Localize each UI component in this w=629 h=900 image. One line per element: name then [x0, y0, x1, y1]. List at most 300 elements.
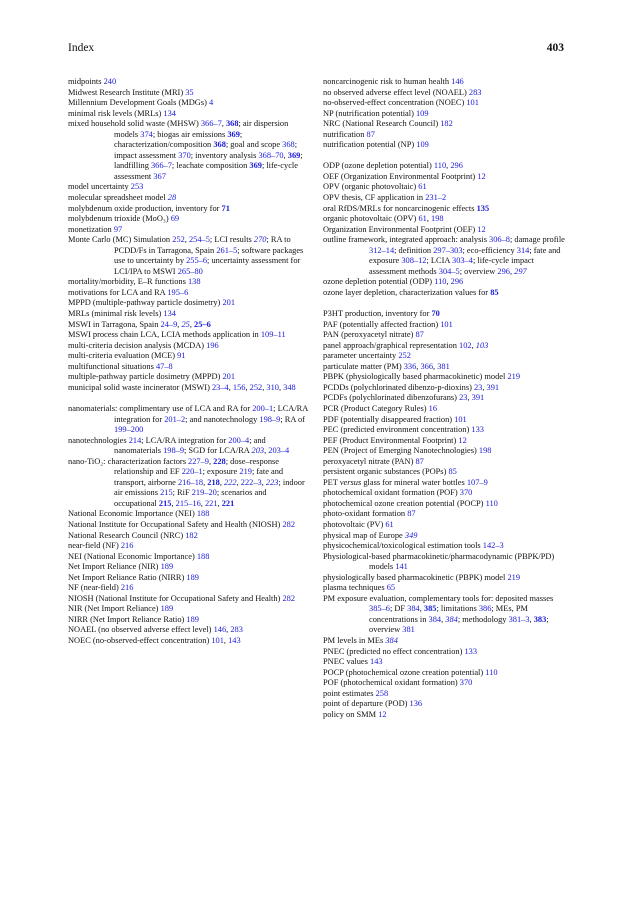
entry-text: motivations for LCA and RA — [68, 287, 168, 297]
page-reference-link[interactable]: 189 — [160, 562, 174, 572]
page-reference-link[interactable]: 265–80 — [177, 266, 203, 276]
entry-text: , — [482, 382, 487, 392]
entry-text: point of departure (POD) — [323, 699, 410, 709]
entry-text: PM exposure evaluation, complementary tools for: deposited masses — [323, 593, 554, 603]
page-reference-link[interactable]: 61 — [385, 519, 394, 529]
index-entry — [68, 193, 308, 204]
entry-text: , — [419, 604, 424, 614]
page-reference-link[interactable]: 385–6 — [369, 604, 390, 614]
page-reference-link[interactable]: 240 — [103, 77, 117, 86]
page-reference-link[interactable]: 198–9 — [259, 414, 281, 424]
entry-text: ; overview — [369, 614, 549, 635]
index-entry — [323, 436, 565, 447]
index-entry — [323, 193, 565, 204]
page-reference-link[interactable]: 201 — [222, 298, 236, 308]
page-reference-link[interactable]: 136 — [409, 699, 423, 709]
page-reference-link[interactable]: 255–6 — [186, 256, 208, 266]
page-reference-link[interactable]: 252 — [398, 351, 411, 361]
index-entry — [68, 88, 308, 99]
entry-text: ; overview — [459, 266, 498, 276]
page-reference-link[interactable]: 195–6 — [167, 287, 189, 297]
entry-text: MPPD (multiple-pathway particle dosimetry) — [68, 298, 223, 308]
index-entry — [323, 457, 565, 468]
page-reference-link[interactable]: 367 — [153, 171, 166, 181]
page-reference-link[interactable]: 12 — [378, 709, 387, 719]
index-entry — [323, 509, 565, 520]
page-reference-link[interactable]: 219 — [507, 372, 521, 382]
page-reference-link[interactable]: 134 — [163, 108, 176, 118]
entry-text: model uncertainty — [68, 182, 131, 192]
page-reference-link[interactable]: 101 — [440, 319, 453, 329]
index-entry — [323, 552, 565, 573]
page-reference-link[interactable]: 134 — [163, 309, 176, 319]
index-entry — [323, 636, 565, 647]
entry-text: , — [200, 498, 205, 508]
entry-text: persistent organic substances (POPs) — [323, 467, 449, 477]
page-reference-link[interactable]: 348 — [283, 382, 296, 392]
entry-text: no-observed-effect concentration (NOEC) — [323, 98, 467, 108]
page-reference-link[interactable]: 101 — [466, 98, 479, 108]
page-reference-link[interactable]: 368–70 — [258, 150, 284, 160]
page-reference-link[interactable]: 297–303 — [433, 245, 463, 255]
page-reference-link[interactable]: 304–5 — [438, 266, 460, 276]
entry-text: ; LCA/RA integration for — [114, 403, 308, 424]
index-entry — [68, 235, 308, 277]
page-reference-link[interactable]: 214 — [128, 435, 142, 445]
entry-text: , — [509, 266, 515, 276]
page-reference-link[interactable]: 203 — [251, 446, 265, 456]
entry-text: MSWI in Tarragona, Spain — [68, 319, 161, 329]
entry-text: , — [226, 625, 231, 635]
page-reference-link[interactable]: 370 — [178, 150, 191, 160]
page-reference-link[interactable]: 61 — [418, 182, 427, 192]
entry-text: , — [467, 393, 472, 403]
page-reference-link[interactable]: 366 — [420, 361, 434, 371]
page-reference-link[interactable]: 303–4 — [452, 256, 473, 266]
letter-group-gap — [323, 298, 565, 309]
index-entry — [68, 277, 308, 288]
entry-text: ; LCA/RA integration for — [141, 435, 229, 445]
entry-text: , — [184, 235, 189, 245]
page-reference-link[interactable]: 369 — [287, 150, 301, 160]
page-reference-link[interactable]: 182 — [440, 119, 453, 129]
entry-text: nutrification potential (NP) — [323, 140, 417, 150]
entry-text: PCDDs (polychlorinated dibenzo-p-dioxins) — [323, 382, 474, 392]
page-reference-link[interactable]: 227–9 — [188, 456, 209, 466]
page-reference-link[interactable]: 146 — [451, 77, 464, 86]
entry-text: , — [208, 456, 214, 466]
entry-text: , — [446, 277, 451, 287]
page-reference-link[interactable]: 107–9 — [466, 477, 488, 487]
page-reference-link[interactable]: 25 — [181, 319, 190, 329]
page-reference-link[interactable]: 254–5 — [188, 235, 210, 245]
entry-text: P3HT production, inventory for — [323, 309, 432, 319]
page-reference-link[interactable]: 110 — [485, 498, 498, 508]
entry-text: ODP (ozone depletion potential) — [323, 161, 434, 171]
entry-text: PNEC (predicted no effect concentration) — [323, 646, 465, 656]
page-reference-link[interactable]: 189 — [186, 614, 199, 624]
page-reference-link[interactable]: 203–4 — [268, 446, 290, 456]
entry-text: ; definition — [394, 245, 434, 255]
entry-text: ; and nanomaterials — [114, 435, 266, 456]
entry-text: MSWI process chain LCA, LCIA methods application in — [68, 330, 261, 340]
index-entry — [323, 520, 565, 531]
entry-text: , — [221, 119, 226, 129]
entry-text: NF (near-field) — [68, 583, 121, 593]
page-reference-link[interactable]: 310 — [266, 382, 279, 392]
page-reference-link[interactable]: 70 — [431, 309, 440, 319]
page-reference-link[interactable]: 188 — [196, 509, 210, 519]
page-reference-link[interactable]: 196 — [206, 340, 219, 350]
entry-text: ; eco-efficiency — [462, 245, 517, 255]
index-entry — [323, 140, 565, 151]
page-reference-link[interactable]: 133 — [464, 646, 478, 656]
page-reference-link[interactable]: 188 — [196, 551, 210, 561]
page-reference-link[interactable]: 12 — [477, 224, 486, 234]
page-reference-link[interactable]: 141 — [395, 562, 408, 572]
page-reference-link[interactable]: 384 — [407, 604, 420, 614]
entry-text: panel approach/graphical representation — [323, 340, 460, 350]
index-entry — [323, 204, 565, 215]
entry-text: photochemical oxidant formation (POF) — [323, 488, 460, 498]
entry-text: NEI (National Economic Importance) — [68, 551, 197, 561]
entry-text: PDF (potentially disappeared fraction) — [323, 414, 455, 424]
entry-text: physiologically based pharmacokinetic (PBPK) model — [323, 572, 508, 582]
page-reference-link[interactable]: 222–3 — [240, 477, 262, 487]
page-reference-link[interactable]: 221 — [204, 498, 218, 508]
page-reference-link[interactable]: 306–8 — [489, 235, 510, 245]
page-reference-link[interactable]: 296 — [450, 277, 464, 287]
index-entry — [323, 467, 565, 478]
page-reference-link[interactable]: 296 — [497, 266, 510, 276]
page-reference-link[interactable]: 24–9 — [160, 319, 178, 329]
page-reference-link[interactable]: 65 — [386, 583, 396, 593]
entry-text: mortality/morbidity, E–R functions — [68, 277, 188, 287]
page-reference-link[interactable]: 109 — [415, 108, 429, 118]
page-reference-link[interactable]: 349 — [404, 530, 418, 540]
page-reference-link[interactable]: 199–200 — [114, 425, 144, 435]
page-reference-link[interactable]: 391 — [471, 393, 485, 403]
entry-text: ; DF — [389, 604, 408, 614]
entry-text: ; indoor air emissions — [114, 477, 305, 498]
index-entry — [323, 172, 565, 183]
index-entry — [323, 594, 565, 636]
index-entry — [323, 130, 565, 141]
page-reference-link[interactable]: 97 — [113, 224, 123, 234]
page-reference-link[interactable]: 384 — [385, 635, 398, 645]
page-reference-link[interactable]: 252 — [249, 382, 263, 392]
page-reference-link[interactable]: 201 — [222, 372, 236, 382]
page-reference-link[interactable]: 23 — [473, 382, 483, 392]
page-reference-link[interactable]: 368 — [213, 140, 226, 150]
index-entry — [323, 689, 565, 700]
page-reference-link[interactable]: 258 — [375, 688, 389, 698]
page-reference-link[interactable]: 189 — [160, 604, 174, 614]
index-entry — [323, 668, 565, 679]
entry-text: PET — [323, 477, 340, 487]
page-reference-link[interactable]: 219 — [507, 572, 521, 582]
page-reference-link[interactable]: 103 — [475, 340, 489, 350]
page-reference-link[interactable]: 368 — [225, 119, 239, 129]
entry-text: ; life-cycle assessment — [114, 161, 298, 181]
page-reference-link[interactable]: 385 — [423, 604, 437, 614]
page-reference-link[interactable]: 198 — [431, 214, 444, 224]
entry-text: photovoltaic (PV) — [323, 519, 386, 529]
page-reference-link[interactable]: 110 — [433, 161, 447, 171]
index-entry — [323, 488, 565, 499]
page-reference-link[interactable]: 223 — [265, 477, 279, 487]
entry-text: midpoints — [68, 77, 104, 86]
index-entry — [323, 362, 565, 373]
page-reference-link[interactable]: 369 — [249, 161, 262, 171]
entry-text: ; limitations — [436, 604, 479, 614]
page-reference-link[interactable]: 102 — [459, 340, 472, 350]
entry-text: POCP (photochemical ozone creation potential) — [323, 667, 486, 677]
index-entry — [68, 615, 308, 626]
page-reference-link[interactable]: 12 — [458, 435, 467, 445]
page-reference-link[interactable]: 283 — [230, 625, 243, 635]
page-reference-link[interactable]: 189 — [186, 572, 199, 582]
page-reference-link[interactable]: 386 — [478, 604, 492, 614]
entry-text: , — [223, 635, 229, 645]
index-entry — [68, 309, 308, 320]
page-reference-link[interactable]: 16 — [428, 403, 437, 413]
entry-text: PAN (peroxyacetyl nitrate) — [323, 330, 416, 340]
page-reference-link[interactable]: 231–2 — [425, 193, 447, 203]
entry-text: Midwest Research Institute (MRI) — [68, 87, 186, 97]
page-reference-link[interactable]: 308–12 — [401, 256, 427, 266]
page-reference-link[interactable]: 35 — [185, 87, 194, 97]
page-reference-link[interactable]: 110 — [485, 667, 498, 677]
page-reference-link[interactable]: 218 — [207, 477, 220, 487]
page-reference-link[interactable]: 219–20 — [191, 488, 217, 498]
index-entry — [68, 77, 308, 88]
page-reference-link[interactable]: 87 — [366, 129, 375, 139]
page-reference-link[interactable]: 297 — [514, 266, 527, 276]
entry-text: , — [433, 361, 438, 371]
page-reference-link[interactable]: 87 — [407, 509, 416, 519]
entry-text: NOEC (no-observed-effect concentration) — [68, 635, 212, 645]
entry-text: glass for mineral water bottles — [361, 477, 467, 487]
index-entry — [323, 478, 565, 489]
page-reference-link[interactable]: 198–9 — [163, 446, 185, 456]
entry-text: ; landfilling — [114, 150, 303, 171]
page-reference-link[interactable]: 215 — [158, 498, 172, 508]
index-entry — [68, 552, 308, 563]
page-reference-link[interactable]: 381 — [437, 361, 450, 371]
entry-text: POF (photochemical oxidant formation) — [323, 678, 460, 688]
page-reference-link[interactable]: 12 — [477, 171, 486, 181]
page-reference-link[interactable]: 198 — [478, 446, 492, 456]
entry-text: parameter uncertainty — [323, 351, 399, 361]
index-entry — [323, 531, 565, 542]
page-reference-link[interactable]: 71 — [221, 203, 230, 213]
page-reference-link[interactable]: 252 — [172, 235, 185, 245]
page-reference-link[interactable]: 138 — [187, 277, 201, 287]
page-reference-link[interactable]: 220–1 — [181, 467, 203, 477]
entry-text: PM levels in MEs — [323, 635, 386, 645]
page-reference-link[interactable]: 381–3 — [508, 614, 530, 624]
page-reference-link[interactable]: 216 — [120, 541, 134, 551]
index-entry — [323, 182, 565, 193]
index-entry — [68, 341, 308, 352]
page-reference-link[interactable]: 216 — [120, 583, 134, 593]
page-reference-link[interactable]: 201–2 — [164, 414, 186, 424]
entry-text: plasma techniques — [323, 583, 387, 593]
page-reference-link[interactable]: 381 — [402, 625, 415, 635]
entry-text: monetization — [68, 224, 114, 234]
index-entry — [323, 446, 565, 457]
page-reference-link[interactable]: 200–4 — [228, 435, 250, 445]
page-reference-link[interactable]: 369 — [227, 129, 240, 139]
index-entry — [68, 288, 308, 299]
index-entry — [323, 499, 565, 510]
page-reference-link[interactable]: 4 — [208, 98, 214, 108]
entry-text: point estimates — [323, 688, 376, 698]
page-reference-link[interactable]: 85 — [448, 467, 457, 477]
entry-text: Physiological-based pharmacokinetic/pharmacodynamic (PBPK/PD) models — [323, 551, 555, 572]
entry-text: ; LCI results — [209, 235, 254, 245]
page-reference-link[interactable]: 219 — [239, 467, 252, 477]
page-reference-link[interactable]: 296 — [450, 161, 463, 171]
page-reference-link[interactable]: 282 — [282, 593, 295, 603]
entry-text: organic photovoltaic (OPV) — [323, 214, 419, 224]
page-reference-link[interactable]: 143 — [370, 657, 383, 667]
entry-text: municipal solid waste incinerator (MSWI) — [68, 382, 212, 392]
index-entry — [323, 98, 565, 109]
page-reference-link[interactable]: 215–16 — [175, 498, 201, 508]
entry-text: ; software packages use to uncertainty by — [114, 245, 304, 266]
page-reference-link[interactable]: 370 — [459, 488, 473, 498]
page-reference-link[interactable]: 143 — [228, 635, 241, 645]
page-reference-link[interactable]: 28 — [167, 193, 177, 203]
page-reference-link[interactable]: 314 — [516, 245, 530, 255]
page-reference-link[interactable]: 101 — [454, 414, 467, 424]
index-entry — [68, 298, 308, 309]
entry-text: , — [189, 319, 195, 329]
page-reference-link[interactable]: 109–11 — [260, 330, 286, 340]
page-reference-link[interactable]: 182 — [185, 530, 198, 540]
entry-text: ; and nanotechnology — [185, 414, 260, 424]
index-column-left — [68, 77, 308, 647]
page-reference-link[interactable]: 261–5 — [216, 245, 238, 255]
page-reference-link[interactable]: 61 — [418, 214, 427, 224]
index-entry — [323, 351, 565, 362]
page-reference-link[interactable]: 366–7 — [200, 119, 222, 129]
page-reference-link[interactable]: 87 — [415, 456, 424, 466]
entry-text: multiple-pathway particle dosimetry (MPPD) — [68, 372, 223, 382]
page-reference-link[interactable]: 222 — [224, 477, 237, 487]
entry-text: , — [264, 446, 269, 456]
entry-text: Net Import Reliance Ratio (NIRR) — [68, 572, 187, 582]
entry-text: minimal risk levels (MRLs) — [68, 108, 164, 118]
entry-text: multi-criteria evaluation (MCE) — [68, 351, 178, 361]
letter-group-gap — [68, 393, 308, 404]
page-reference-link[interactable]: 336 — [403, 361, 417, 371]
page-reference-link[interactable]: 374 — [140, 129, 153, 139]
entry-text: NIOSH (National Institute for Occupational Safety and Health) — [68, 593, 283, 603]
index-entry — [323, 573, 565, 584]
entry-text: OPV thesis, CF application in — [323, 193, 426, 203]
page-reference-link[interactable]: 23 — [459, 393, 468, 403]
page-reference-link[interactable]: 146 — [213, 625, 227, 635]
page-reference-link[interactable]: 47–8 — [155, 361, 173, 371]
entry-text: Organization Environmental Footprint (OEF) — [323, 224, 478, 234]
entry-text: ; uncertainty assessment for LCI/IPA to MSWI — [114, 256, 301, 276]
page-reference-link[interactable]: 312–14 — [369, 245, 395, 255]
index-entry — [323, 161, 565, 172]
page-reference-link[interactable]: 228 — [213, 456, 226, 466]
page-reference-link[interactable]: 283 — [468, 87, 482, 97]
page-reference-link[interactable]: 109 — [416, 140, 429, 150]
page-reference-link[interactable]: 384 — [428, 614, 442, 624]
entry-text: near-field (NF) — [68, 541, 121, 551]
page-reference-link[interactable]: 384 — [445, 614, 458, 624]
entry-text: no observed adverse effect level (NOAEL) — [323, 87, 469, 97]
index-entry — [68, 541, 308, 552]
entry-text: nanotechnologies — [68, 435, 129, 445]
index-entry — [68, 531, 308, 542]
page-reference-link[interactable]: 368 — [282, 140, 295, 150]
entry-text: NP (nutrification potential) — [323, 108, 416, 118]
page-reference-link[interactable]: 110 — [434, 277, 447, 287]
entry-text: , — [278, 382, 284, 392]
entry-text: , — [426, 214, 432, 224]
page-reference-link[interactable]: 23–4 — [211, 382, 229, 392]
index-entry — [68, 182, 308, 193]
page-reference-link[interactable]: 370 — [459, 678, 473, 688]
page-reference-link[interactable]: 282 — [282, 519, 295, 529]
page-reference-link[interactable]: 383 — [533, 614, 547, 624]
entry-text: , — [261, 477, 266, 487]
index-entry — [323, 309, 565, 320]
page-reference-link[interactable]: 270 — [253, 235, 267, 245]
entry-text: Net Import Reliance (NIR) — [68, 562, 161, 572]
page-reference-link[interactable]: 200–1 — [252, 403, 274, 413]
page-reference-link[interactable]: 87 — [415, 330, 424, 340]
page-reference-link[interactable]: 135 — [476, 203, 490, 213]
page-reference-link[interactable]: 215 — [160, 488, 173, 498]
index-entry — [323, 320, 565, 331]
entry-text: molecular spreadsheet model — [68, 193, 168, 203]
entry-text: physical map of Europe — [323, 530, 405, 540]
page-reference-link[interactable]: 216–18 — [177, 477, 204, 487]
entry-text: PBPK (physiologically based pharmacokinetic) model — [323, 372, 508, 382]
entry-text: ; air dispersion models — [114, 119, 289, 139]
entry-text: PEN (Project of Emerging Nanotechnologies) — [323, 446, 479, 456]
page-reference-link[interactable]: 156 — [232, 382, 246, 392]
page-reference-link[interactable]: 253 — [130, 182, 144, 192]
index-entry — [323, 404, 565, 415]
page-reference-link[interactable]: 221 — [221, 498, 235, 508]
page-reference-link[interactable]: 133 — [471, 425, 484, 435]
page-reference-link[interactable]: 101 — [211, 635, 224, 645]
page-reference-link[interactable]: 366–7 — [150, 161, 172, 171]
page-reference-link[interactable]: 142–3 — [482, 541, 504, 551]
index-entry — [68, 636, 308, 647]
entry-text: nutrification — [323, 129, 367, 139]
entry-text: molybdenum trioxide (MoO₃) — [68, 214, 171, 224]
page-reference-link[interactable]: 391 — [486, 382, 500, 392]
page-reference-link[interactable]: 91 — [177, 351, 186, 361]
page-reference-link[interactable]: 69 — [170, 214, 180, 224]
page-reference-link[interactable]: 85 — [490, 287, 499, 297]
index-entry — [68, 436, 308, 457]
letter-group-gap — [323, 151, 565, 162]
page-reference-link[interactable]: 25–6 — [194, 319, 211, 329]
index-entry — [323, 119, 565, 130]
entry-text: molybdenum oxide production, inventory for — [68, 203, 222, 213]
